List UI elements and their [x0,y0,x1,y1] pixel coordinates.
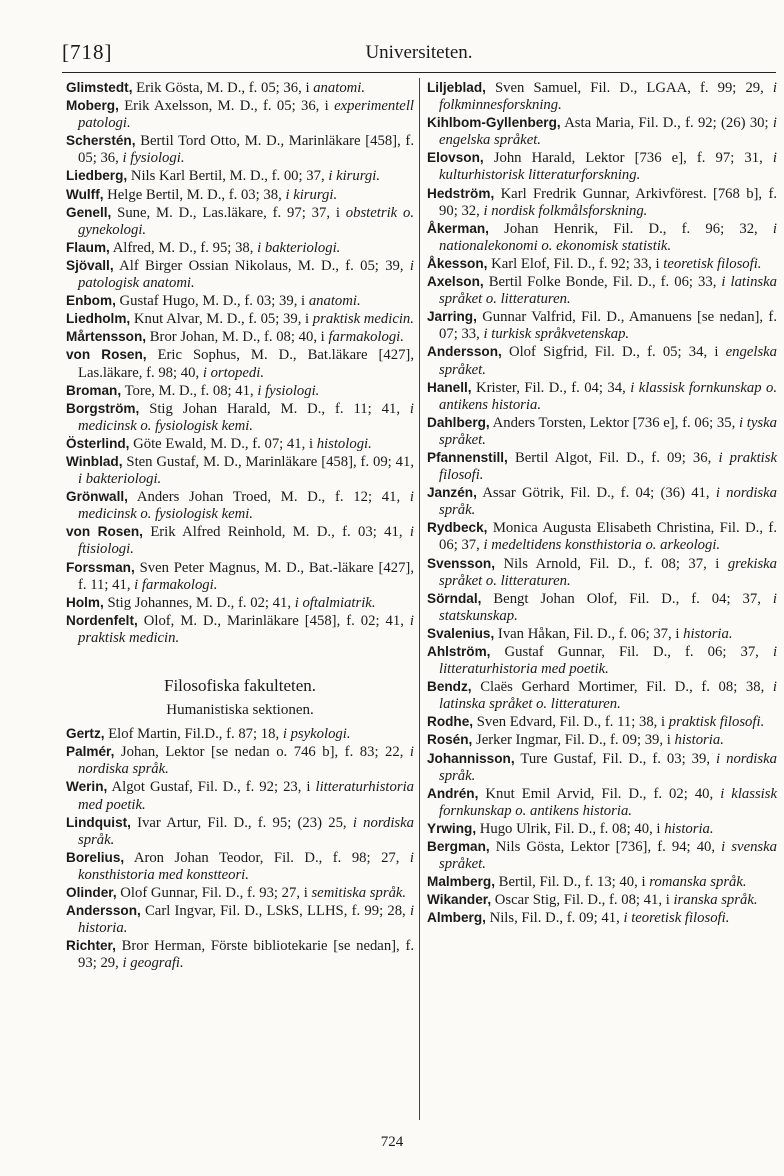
person-details: Tore, M. D., f. 08; 41, [124,382,254,399]
person-subject: i farmakologi. [134,576,218,593]
person-details: Nils Gösta, Lektor [736], f. 94; 40, [495,839,716,856]
person-subject: obstetrik o. gynekologi. [78,204,415,238]
person-details: Karl Elof, Fil. D., f. 92; 33, i [491,255,660,272]
person-surname: Broman, [66,382,122,398]
person-surname: Jarring, [427,309,477,325]
person-surname: Sörndal, [427,590,482,606]
person-subject: semitiska språk. [311,885,407,902]
person-subject: i tyska språket. [439,414,777,448]
person-subject: historia. [683,625,733,642]
person-details: Stig Johan Harald, M. D., f. 11; 41, [149,400,400,417]
person-surname: Åkesson, [427,255,488,271]
person-subject: i statskunskap. [439,590,778,624]
person-details: Alfred, M. D., f. 95; 38, [112,239,254,256]
person-entry [66,204,414,239]
person-details: Ture Gustaf, Fil. D., f. 03; 39, [520,750,711,767]
person-details: Claës Gerhard Mortimer, Fil. D., f. 08; 38, [480,679,765,696]
person-subject: i fysiologi. [257,382,320,399]
person-entry [427,678,777,713]
person-subject: romanska språk. [649,874,747,891]
person-entry [66,292,414,310]
person-entry [66,79,414,97]
person-surname: Elovson, [427,150,484,166]
person-entry [66,814,414,849]
person-entry [66,743,414,778]
person-details: Bengt Johan Olof, Fil. D., f. 04; 37, [493,590,761,607]
person-surname: Andersson, [66,903,141,919]
person-entry [427,519,777,554]
person-details: Elof Martin, Fil.D., f. 87; 18, [108,726,280,743]
person-entry [66,523,414,558]
person-entry [427,220,777,255]
person-surname: Holm, [66,594,104,610]
person-entry [66,453,414,488]
person-details: Bror Herman, Förste bibliotekarie [se nedan], f. 93; 29, [78,938,415,972]
person-details: Johan, Lektor [se nedan o. 746 b], f. 83; 22, [120,744,404,761]
person-surname: Winblad, [66,453,123,469]
person-surname: Werin, [66,779,108,795]
person-entry [427,255,777,273]
person-surname: Sjövall, [66,257,114,273]
person-surname: Borgström, [66,400,140,416]
person-entry [66,400,414,435]
person-subject: i kulturhistorisk litteraturforskning. [439,150,778,184]
person-entry [66,97,414,132]
person-details: Alf Birger Ossian Nikolaus, M. D., f. 05; 39, [119,257,404,274]
person-subject: i turkisk språkvetenskap. [483,326,630,343]
person-surname: Wikander, [427,892,492,908]
person-details: Gustaf Gunnar, Fil. D., f. 06; 37, [504,644,759,660]
person-details: Helge Bertil, M. D., f. 03; 38, [107,186,282,203]
person-entry [427,838,777,873]
person-entry [66,594,414,612]
person-details: Eric Sophus, M. D., Bat.läkare [427], Las.läkare, f. 98; 40, [78,347,414,381]
person-surname: Bendz, [427,679,472,695]
person-details: Olof, M. D., Marinläkare [458], f. 02; 41, [143,612,404,629]
person-surname: Johannisson, [427,750,515,766]
person-entry [66,849,414,884]
person-subject: i bakteriologi. [78,471,162,488]
person-entry [66,884,414,902]
person-surname: Flaum, [66,239,110,255]
person-surname: Almberg, [427,910,486,926]
person-subject: i praktisk medicin. [78,612,415,646]
person-details: Aron Johan Teodor, Fil. D., f. 98; 27, [133,849,400,866]
person-entry [427,114,777,149]
person-surname: Bergman, [427,839,490,855]
person-entry [66,435,414,453]
person-subject: i klassisk fornkunskap o. antikens historia. [439,785,777,819]
header-rule [62,72,776,73]
person-entry [427,449,777,484]
person-entry [427,820,777,838]
person-entry [427,185,777,220]
person-details: Erik Alfred Reinhold, M. D., f. 03; 41, [150,524,403,541]
person-surname: Glimstedt, [66,80,133,95]
person-entry [427,590,777,625]
person-entry [427,731,777,749]
person-surname: Hedström, [427,185,495,201]
person-surname: Kihlbom-Gyllenberg, [427,115,561,131]
person-details: Erik Axelsson, M. D., f. 05; 36, i [124,98,329,115]
person-surname: Genell, [66,204,112,220]
person-surname: Enbom, [66,293,116,309]
left-entries-medical [66,79,414,647]
person-surname: Nordenfelt, [66,612,138,628]
person-details: Nils, Fil. D., f. 09; 41, [489,910,620,927]
person-subject: i geografi. [122,955,184,972]
person-entry [66,488,414,523]
person-details: Sten Gustaf, M. D., Marinläkare [458], f. 09; 41, [126,453,414,470]
person-surname: Scherstén, [66,133,136,149]
person-subject: i nordiska språk. [439,485,777,519]
person-subject: i ortopedi. [202,364,265,381]
person-subject: anatomi. [308,293,361,310]
person-entry [66,612,414,647]
person-entry [427,891,777,909]
person-entry [66,778,414,813]
footer-page-number: 724 [380,1134,404,1150]
person-entry [66,167,414,185]
person-entry [66,239,414,257]
person-details: Nils Arnold, Fil. D., f. 08; 37, i [503,555,720,572]
person-entry [66,328,414,346]
person-surname: Andersson, [427,344,502,360]
person-subject: i kirurgi. [328,168,380,185]
person-entry [66,559,414,594]
person-subject: litteraturhistoria med poetik. [78,779,414,813]
person-surname: Rydbeck, [427,520,488,536]
person-entry [427,785,777,820]
person-entry [427,555,777,590]
person-entry [427,625,777,643]
column-separator [419,78,420,1120]
person-surname: Dahlberg, [427,414,490,430]
person-surname: Svensson, [427,555,495,571]
person-subject: anatomi. [313,80,366,96]
header-title: Universiteten. [365,42,473,63]
person-entry [427,873,777,891]
person-subject: i nordiska språk. [439,750,777,784]
person-subject: i svenska språket. [439,839,778,873]
person-subject: i patologisk anatomi. [78,257,414,292]
person-surname: Mårtensson, [66,329,147,345]
person-entry [427,414,777,449]
person-surname: Grönwall, [66,489,128,505]
person-details: Hugo Ulrik, Fil. D., f. 08; 40, i [479,820,661,837]
person-subject: i engelska språket. [439,115,778,149]
person-details: Erik Gösta, M. D., f. 05; 36, i [136,80,310,96]
person-subject: i klassisk fornkunskap o. antikens historia. [439,379,777,413]
person-subject: experimentell patologi. [78,98,414,132]
person-details: John Harald, Lektor [736 e], f. 97; 31, [493,150,763,167]
section-title: Filosofiska fakulteten. [163,676,317,695]
left-column [66,79,414,973]
person-surname: Hanell, [427,379,472,395]
person-surname: Österlind, [66,435,130,451]
person-entry [66,902,414,937]
person-entry [427,750,777,785]
person-subject: i praktisk filosofi. [439,449,778,484]
person-surname: Forssman, [66,559,135,575]
person-subject: i litteraturhistoria med poetik. [439,644,778,678]
person-surname: Liedholm, [66,311,131,327]
person-entry [427,379,777,414]
person-entry [427,909,777,927]
person-details: Jerker Ingmar, Fil. D., f. 09; 39, i [476,732,671,749]
person-subject: praktisk medicin. [312,311,414,328]
person-details: Knut Alvar, M. D., f. 05; 39, i [133,311,310,328]
person-details: Krister, Fil. D., f. 04; 34, [476,379,626,396]
left-entries-humanities [66,725,414,972]
person-entry [427,273,777,308]
person-entry [427,308,777,343]
right-column [427,79,777,928]
person-details: Bertil Algot, Fil. D., f. 09; 36, [514,449,712,466]
person-details: Ivar Artur, Fil. D., f. 95; (23) 25, [137,814,347,831]
person-subject: i konsthistoria med konstteori. [78,849,414,883]
person-details: Anders Johan Troed, M. D., f. 12; 41, [136,489,401,506]
person-subject: i medeltidens konsthistoria o. arkeologi. [483,537,721,554]
person-details: Carl Ingvar, Fil. D., LSkS, LLHS, f. 99; 28, [145,903,406,920]
person-details: Bertil Folke Bonde, Fil. D., f. 06; 33, [488,274,717,291]
person-subject: teoretisk filosofi. [663,255,762,272]
person-entry [66,346,414,381]
person-details: Göte Ewald, M. D., f. 07; 41, i [133,435,314,452]
person-subject: i medicinsk o. fysiologisk kemi. [78,489,414,523]
person-details: Asta Maria, Fil. D., f. 92; (26) 30; [564,115,769,132]
person-subject: farmakologi. [328,329,404,346]
person-surname: von Rosen, [66,524,143,540]
person-surname: Malmberg, [427,874,495,890]
header-page-number: [718] [62,40,113,64]
person-entry [66,186,414,204]
person-surname: Rodhe, [427,714,474,730]
person-subject: i folkminnesforskning. [439,80,778,114]
person-surname: Moberg, [66,98,119,114]
person-entry [66,132,414,167]
person-details: Sven Peter Magnus, M. D., Bat.-läkare [427], f. 11; 41, [78,559,414,593]
person-entry [66,937,414,972]
person-entry [66,310,414,328]
person-subject: i fysiologi. [122,150,185,167]
section-subtitle: Humanistiska sektionen. [166,702,314,719]
person-details: Sven Edvard, Fil. D., f. 11; 38, i [476,714,666,731]
person-subject: engelska språket. [439,344,778,378]
person-details: Monica Augusta Elisabeth Christina, Fil. D., f. 06; 37, [439,520,777,554]
person-subject: i medicinsk o. fysiologisk kemi. [78,400,415,434]
person-details: Ivan Håkan, Fil. D., f. 06; 37, i [497,625,680,642]
person-subject: i nordisk folkmålsforskning. [483,202,648,219]
person-subject: histologi. [316,435,372,452]
person-subject: grekiska språket o. litteraturen. [439,555,778,589]
person-surname: Lindquist, [66,814,131,830]
person-surname: Wulff, [66,186,104,202]
person-surname: Borelius, [66,849,125,865]
person-details: Olof Gunnar, Fil. D., f. 93; 27, i [120,885,308,902]
person-details: Sven Samuel, Fil. D., LGAA, f. 99; 29, [495,80,764,96]
person-details: Johan Henrik, Fil. D., f. 96; 32, [504,220,758,237]
person-surname: Åkerman, [427,220,489,236]
person-surname: Olinder, [66,885,117,901]
person-subject: i nationalekonomi o. ekonomisk statistik. [439,220,778,254]
person-subject: i latinska språket o. litteraturen. [439,274,777,308]
person-subject: i nordiska språk. [78,814,415,848]
person-details: Karl Fredrik Gunnar, Arkivförest. [768 b], f. 90; 32, [439,185,778,219]
person-surname: Ahlström, [427,644,491,659]
person-surname: Yrwing, [427,820,477,836]
person-details: Anders Torsten, Lektor [736 e], f. 06; 35, [492,414,736,431]
right-entries [427,79,777,928]
person-details: Stig Johannes, M. D., f. 02; 41, [107,594,292,611]
person-entry [427,713,777,731]
person-entry [427,343,777,378]
person-entry [427,643,777,678]
person-surname: Liedberg, [66,168,128,184]
person-subject: i historia. [78,903,415,937]
person-details: Gunnar Valfrid, Fil. D., Amanuens [se nedan], f. 07; 33, [439,309,777,343]
person-surname: Janzén, [427,485,477,501]
person-surname: Richter, [66,938,116,954]
person-surname: Liljeblad, [427,80,486,95]
person-surname: Axelson, [427,274,484,290]
person-details: Nils Karl Bertil, M. D., f. 00; 37, [130,168,325,185]
person-entry [427,149,777,184]
person-details: Gustaf Hugo, M. D., f. 03; 39, i [119,293,306,310]
person-surname: Rosén, [427,732,473,748]
person-entry [427,484,777,519]
person-surname: Palmér, [66,744,115,760]
person-subject: praktisk filosofi. [668,714,765,731]
person-details: Bertil Tord Otto, M. D., Marinläkare [458], f. 05; 36, [78,133,414,167]
person-details: Bertil, Fil. D., f. 13; 40, i [498,874,646,891]
person-subject: i oftalmiatrik. [294,594,376,611]
person-details: Knut Emil Arvid, Fil. D., f. 02; 40, [485,785,714,802]
person-subject: i psykologi. [282,726,351,743]
person-subject: i kirurgi. [285,186,338,203]
person-surname: Svalenius, [427,625,495,641]
person-subject: i ftisiologi. [78,524,414,558]
person-subject: i latinska språket o. litteraturen. [439,679,778,713]
person-entry [66,725,414,743]
person-details: Assar Götrik, Fil. D., f. 04; (36) 41, [482,485,710,502]
person-subject: i teoretisk filosofi. [623,910,730,927]
person-subject: iranska språk. [673,892,758,909]
person-details: Oscar Stig, Fil. D., f. 08; 41, i [494,892,670,909]
person-details: Olof Sigfrid, Fil. D., f. 05; 34, i [508,344,719,361]
person-entry [427,79,777,114]
person-details: Algot Gustaf, Fil. D., f. 92; 23, i [111,779,311,796]
person-surname: Gertz, [66,726,105,742]
person-subject: i bakteriologi. [257,239,341,256]
person-surname: von Rosen, [66,347,147,363]
person-surname: Andrén, [427,785,479,801]
person-details: Bror Johan, M. D., f. 08; 40, i [149,329,325,346]
person-surname: Pfannenstill, [427,449,508,465]
person-entry [66,382,414,400]
person-entry [66,257,414,292]
person-subject: historia. [664,820,714,837]
person-subject: i nordiska språk. [78,744,415,778]
person-subject: historia. [674,732,724,749]
person-details: Sune, M. D., Las.läkare, f. 97; 37, i [117,204,340,221]
page-header [62,40,776,70]
